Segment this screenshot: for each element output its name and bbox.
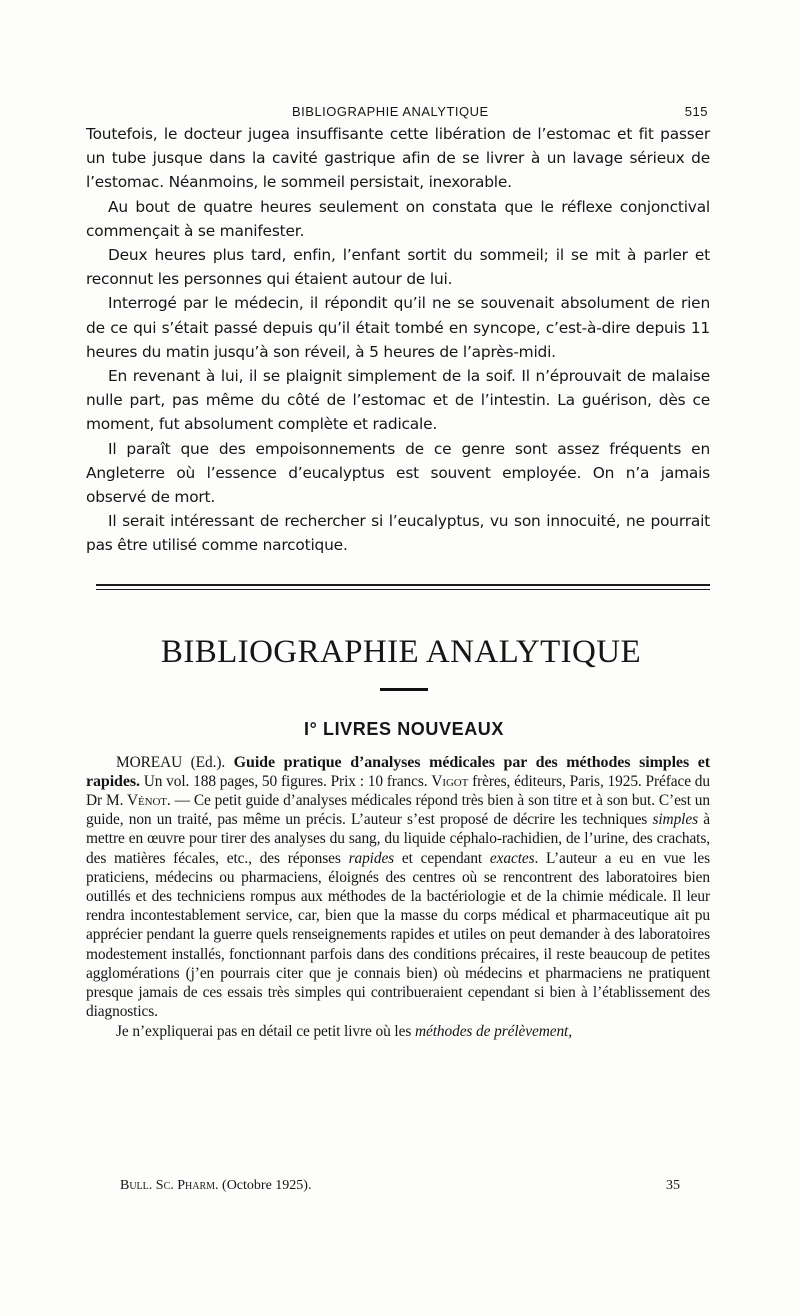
review-text: Je n’expliquerai pas en détail ce petit livre où les [116,1022,415,1040]
emphasis: exactes [489,849,535,867]
review-paragraph [86,1022,710,1041]
paragraph: Toutefois, le docteur jugea insuffisante cette libération de l’estomac et fit passer un tube jusque dans la cavité gastrique afin de se livrer à un lavage sérieux de l’estomac. Néanmoins, le sommeil persistait, inexorable. [86,125,710,192]
subsection-title: I° LIVRES NOUVEAUX [303,718,505,739]
doctor-abbrev: Dr [86,792,103,810]
page-footer [120,1178,680,1202]
emphasis: rapides [348,849,395,867]
book-title: Guide pratique d’analyses médicales par des méthodes simples et rapides. [86,753,711,790]
review-text: à mettre en œuvre pour tirer des analyses du sang, du liquide céphalo-rachidien, de l’urine, des crachats, des matières fécales, etc., des réponses [86,811,710,867]
book-review [86,753,710,1041]
preface-author: M. Vénot. [105,792,171,810]
rule-thick [96,584,710,586]
sheet-number: 35 [666,1178,680,1193]
journal-citation [120,1178,311,1194]
publication-info: Un vol. 188 pages, 50 figures. Prix : 10 francs. [139,772,432,790]
article-end [86,122,710,558]
review-text: — Ce petit guide d’analyses médicales répond très bien à son titre et à son but. C’est un guide, non un traité, pas même un précis. L’auteur s’est proposé de décrire les techniques [86,792,710,829]
paragraph: Au bout de quatre heures seulement on constata que le réflexe conjonctival commençait à se manifester. [86,197,710,240]
publisher-details: frères, éditeurs, Paris, 1925. Préface du [468,772,710,790]
journal-date: (Octobre 1925). [222,1178,312,1193]
double-rule-divider [96,584,710,590]
review-author: MOREAU (Ed.). [116,753,226,771]
review-text: . L’auteur a eu en vue les praticiens, médecins ou pharmaciens, éloignés des centres où se rencontrent des laboratoires bien outillés et des techniciens rompus aux méthodes de la bactériologie et de la chimie médicale. Il leur rendra incontestablement service, car, bien que la masse du corps médical et pharmaceutique ait pu apprécier pendant la guerre quels renseignements rapides et utiles on peut demander à des laboratoires modestement installés, fonctionnant parfois dans des conditions précaires, il reste beaucoup de petites agglomérations (j’en pourrais citer que je connais bien) où médecins et pharmaciens ne pratiquent presque jamais de ces essais très simples qui contribueraient cependant si bien à l’établissement des diagnostics. [86,849,710,1021]
review-text: et cependant [394,849,490,867]
running-head [86,96,710,122]
journal-name: Bull. Sc. Pharm. [120,1178,219,1193]
paragraph: Il paraît que des empoisonnements de ce genre sont assez fréquents en Angleterre où l’essence d’eucalyptus est souvent employée. On n’a jamais observé de mort. [86,439,710,507]
rule-thin [96,589,710,590]
running-title: BIBLIOGRAPHIE ANALYTIQUE [292,104,489,119]
page [86,96,710,1041]
paragraph: Interrogé par le médecin, il répondit qu’il ne se souvenait absolument de rien de ce qui s’était passé depuis qu’il était tombé en syncope, c’est-à-dire depuis 11 heures du matin jusqu’à son réveil, à 5 heures de l’après-midi. [86,294,710,361]
emphasis: méthodes de prélèvement, [414,1022,572,1040]
emphasis: simples [652,811,698,829]
review-paragraph [86,753,710,1022]
section-title: BIBLIOGRAPHIE ANALYTIQUE [160,633,642,670]
paragraph: Deux heures plus tard, enfin, l’enfant sortit du sommeil; il se mit à parler et reconnut les personnes qui étaient autour de lui. [86,246,710,289]
publisher: Vigot [431,772,469,790]
title-rule [380,688,428,691]
paragraph: Il serait intéressant de rechercher si l’eucalyptus, vu son innocuité, ne pourrait pas être utilisé comme narcotique. [86,512,710,555]
paragraph: En revenant à lui, il se plaignit simplement de la soif. Il n’éprouvait de malaise nulle part, pas même du côté de l’estomac et de l’intestin. La guérison, dès ce moment, fut absolument complète et radicale. [86,367,710,434]
page-number: 515 [684,104,708,119]
